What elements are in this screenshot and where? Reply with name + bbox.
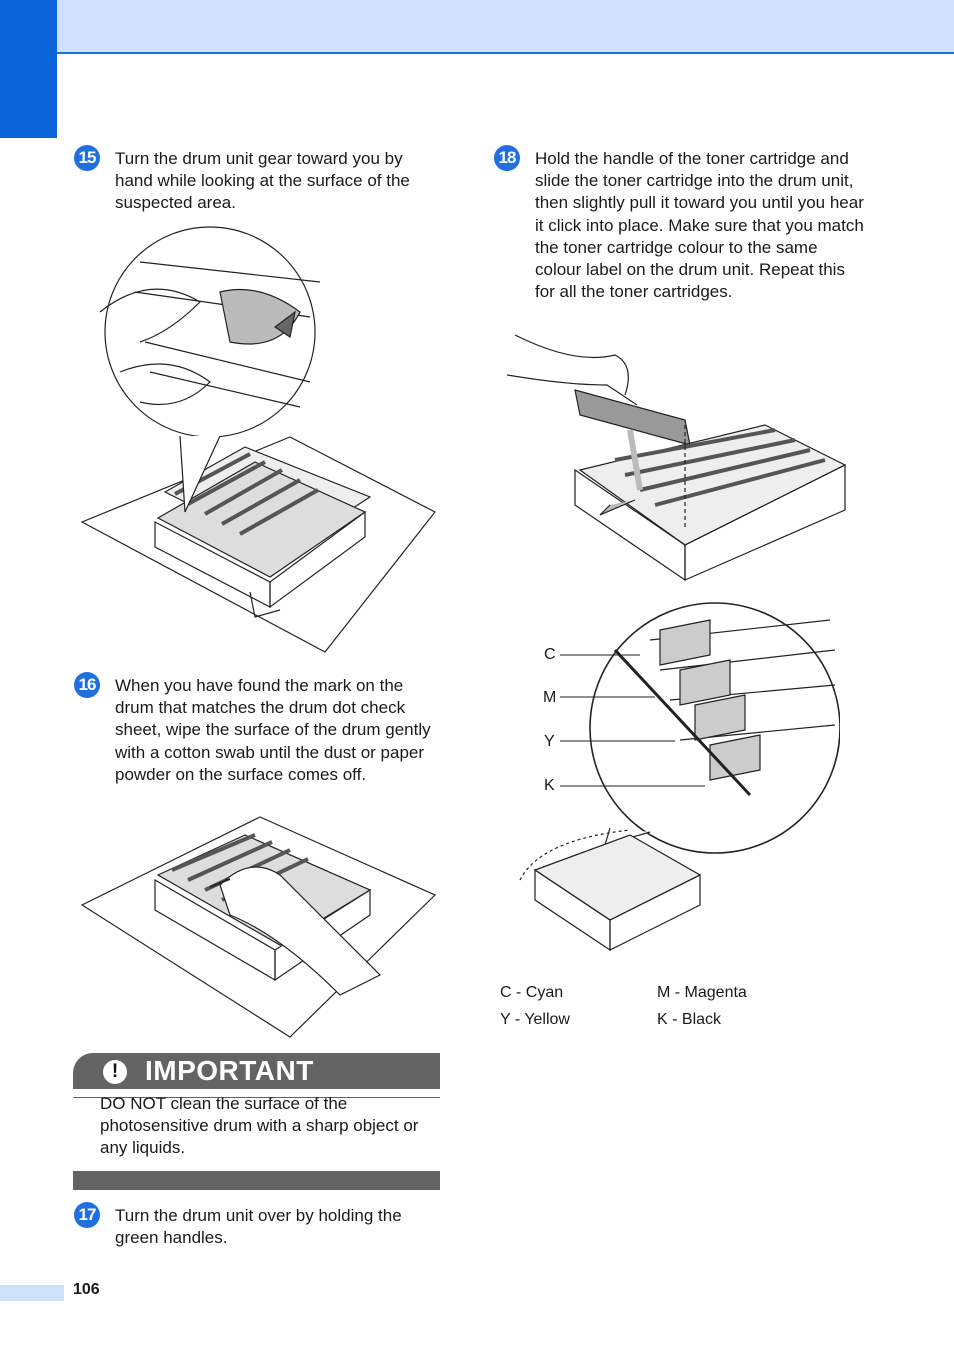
callout-c: C <box>544 646 556 663</box>
callout-k: K <box>544 777 555 794</box>
step-15-text: Turn the drum unit gear toward you by hand while looking at the surface of the suspected area. <box>115 149 410 213</box>
page-number: 106 <box>73 1281 100 1298</box>
color-labels-illustration <box>510 600 840 955</box>
important-footer-bar <box>73 1171 440 1190</box>
footer-band <box>0 1285 64 1301</box>
header-band <box>57 0 954 54</box>
important-text: DO NOT clean the surface of the photosensitive drum with a sharp object or any liquids. <box>100 1094 419 1158</box>
step-16-badge: 16 <box>74 672 100 698</box>
step-18-text: Hold the handle of the toner cartridge and slide the toner cartridge into the drum unit, then slightly pull it toward you until you hear it click into place. Make sure that you match the toner cartridge colour to the same colour label on the drum unit. Repeat this for all the toner cartridges. <box>535 149 864 302</box>
legend-cyan: C - Cyan <box>500 984 564 1001</box>
step-16-text: When you have found the mark on the drum that matches the drum dot check sheet, wipe the surface of the drum gently with a cotton swab until the dust or paper powder on the surface comes off. <box>115 676 431 784</box>
callout-m: M <box>543 689 557 706</box>
step-17-badge: 17 <box>74 1202 100 1228</box>
drum-cleaning-illustration <box>80 815 440 1040</box>
step-15-badge: 15 <box>74 145 100 171</box>
callout-y: Y <box>544 733 555 750</box>
chapter-tab <box>0 0 57 138</box>
step-17-text: Turn the drum unit over by holding the green handles. <box>115 1206 402 1248</box>
important-title: IMPORTANT <box>145 1055 314 1086</box>
warning-icon: ! <box>103 1060 127 1084</box>
step-18-badge: 18 <box>494 145 520 171</box>
toner-insert-illustration <box>505 330 850 585</box>
drum-gear-illustration <box>80 222 440 662</box>
legend-black: K - Black <box>657 1011 722 1028</box>
legend-magenta: M - Magenta <box>657 984 747 1001</box>
legend-yellow: Y - Yellow <box>500 1011 570 1028</box>
